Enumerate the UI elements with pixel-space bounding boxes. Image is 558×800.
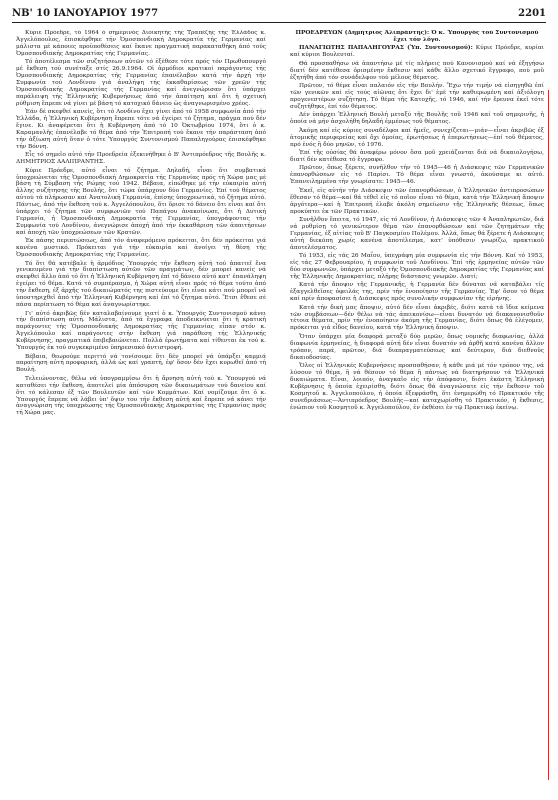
- paragraph: Κύριε Πρόεδρε, αὐτό εἶναι τό ζήτημα. Δηλαδή, εἶναι ὅτι συμβατικά ὑποχρεώνεται τής Ὁμοσπονδιακή Δημοκρατία τής Γερμανίας πρός τή Χώρα μας μέ βάση τή Σύμβαση τής Ρώμης τού 1942. Βέβαια, εἰπώθηκε μέ τήν εὐκαιρία αὐτή ἄλλης συζήτησης τής Βουλής, ὅτι τώρα ὑπάρχουν δύο Γερμανίες. Ἐπί τού θέματος αὐτού τά πλήρωσαν καί Ἀνατολική Γερμανία, ἐπίσης ὑποχρεωτικά, τό ζήτημα αὐτό. Πάντως, ἀπό τήν ἔκθεση τού κ. Ἀγγελόπουλου, ὅτι ὅρισε τό δάνειο ὅτι εἶναι καί ὅτι ὑπάρχει τό ζήτημα τῶν συμφωνιῶν τού Παπάγου ἀνακοίνωσε, ὅτι ἡ Δυτική Γερμανία, ἡ Ὁμοσπονδιακή Δημοκρατία τής Γερμανίας, ὑπογράφοντας τήν Συμφωνία τού Λονδίνου, ἀνεγνώρισε ἀποχή ἀπό τήν ἐκκαθάριση τῶν ἀπαιτήσεων καί ἀποχή τῶν ὑποχρεώσεων τῶν Κρατῶν.: [16, 167, 266, 236]
- paragraph: Πρῶτον, τό θέμα εἶναι παλαιόν εἰς τήν Βουλήν. Ἔχω τήν τιμήν νά εἰσηγηθῶ ἐπί τῶν γενικῶν καί εἰς τούς αἰῶνας ὅτι ἔχει δι' ἐμέ τήν καθιερωμένη καί ἀξιόλογη προγενεστέρων συζήτηση. Τό θέμα τῆς Κατοχῆς, τό 1946, καί τήν ἔρευνα ἐκεῖ τότε συζητήθηκε, ἐπί τόν θέματος.: [290, 83, 544, 110]
- paragraph: Βέβαια, θεωρούμε περιττό νά τονίσουμε ὅτι δέν μπορεί νά ὑπάρξει καμμιά παραίτηση αὐτή προφορική, ἀλλά ὡς καί γραπτή, ἐφ' ὅσον δέν ἔχει κυρωθεῖ ἀπό τή Βουλή.: [16, 353, 266, 374]
- paragraph: Κύριε Πρόεδρε, τό 1964 ό σημερινός Διοικητής τής Τραπέζης τής Ἑλλάδος κ. Ἀγγελόπουλος, ἐπισκέφθηκε τήν Ὁμοσπονδιακή Δημοκρατία τής Γερμανίας καί μάλιστα μέ κάποιες προϋποθέσεις καί ἔκανε πραγματική παρακαταθήκη άπό τούς Ὁμοσπονδιακής Δημοκρατίας τής Γερμανίας.: [16, 30, 266, 57]
- paragraph: Θά προσπαθήσω νά ἀπαντήσω μέ τίς πλήρεις πού Κανονισμού καί νά ἐξηγήσω διατί δέν κατέθεσα ὁρισμένην ἔκθεσιν καί κάθε ἄλλο σχετικό ἔγγραφο, πού μοῦ ἐζητήθη ἀπό τόν συνάδελφον τού μέλους θέματος.: [290, 60, 544, 81]
- paragraph: Ἀκόμη καί εἰς κύριες συναδέλφοι καί ἡμεῖς, συνεχίζεται—μιάν—εἶναι ἀκριβῶς ἐξ ἀτομικῆς περιφερείας καί ὄχι ὁμοίας, ἐρωτήσεως ἡ ἐπερωτήσεως—ἐπί τοῦ θέματος, πρό ἑνός ἢ δύο μηνῶν, τό 1976.: [290, 127, 544, 148]
- paragraph: Συνῆλθον ἔπειτα, τό 1947, εἰς τό Λονδίνον, ἡ Διάσκεψις τῶν 4 Ἀναπληρωτῶν, διά νά ρυθμίσῃ τό γενικώτερον θέμα τῶν ἐπανορθώσεων καί τῶν ζητημάτων τῆς Γερμανίας, ἐξ αἰτίας τοῦ Β' Παγκοσμίου Πολέμου. Ἀλλά, ὅπως θά ξέρετε ἡ Διάσκεψις αὐτή διεκόπη χωρίς κανένα ἀποτέλεσμα, κατ' ὑπόθεσιν γνωρίζω, πρακτικοῦ ἀποτελέσματος.: [290, 217, 544, 251]
- paragraph: Δέν ὑπάρχει Ἑλληνική Βουλή μεταξύ τῆς Βουλῆς τοῦ 1946 καί τοῦ σημερινῆς, ἡ ὁποία νά μήν ἀσχολήθη δηλαδή ἐμμέσως τοῦ θέματος.: [290, 112, 544, 126]
- page-header: [12, 6, 546, 22]
- paragraph: Ἐκ πάσης περιπτώσεως, ἀπό τόν ἀναφερόμενο πρόκειται, ὅτι δέν πρόκειται γιά κανένα μυστικό. Πρόκειται γιά τήν εὐκαιρία καί ἀνοίγει τή θέση τής Ὁμοσπονδιακής Δημοκρατίας τής Γερμανίας.: [16, 238, 266, 259]
- paragraph: Κατά τήν ἄποψιν τῆς Γερμανικῆς, ἡ Γερμανία δέν δύναται νά καταβάλει τίς ἐξαγγελθεῖσες ὀφειλάς της, πρίν τήν ἑνοποίησιν τῆς Γερμανίας. Ἐφ' ὅσον τό θέμα καί πρίν ἀποφασίσει ἡ Διάσκεψις πρός συνολικήν συμφωνίαν τῆς εἰρήνης.: [290, 282, 544, 303]
- issue-date: ΝΒ' 10 ΙΑΝΟΥΑΡΙΟΥ 1977: [12, 8, 159, 19]
- margin-line: [548, 90, 549, 780]
- paragraph: Κατά τήν δική μας ἄποψιν, αὐτό δέν εἶναι ἀκριβές, διότι κατά τά ἴδια κείμενα τῶν συμβάσεων—δέν θέλω νά τάς ἀπεικονίσω—εἶναι δυνατόν νά διακανονισθοῦν τέτοια θέματα, πρίν τήν ἑνοποίησιν ἀκόμη τῆς Γερμανίας, διότι ὅπως θά ἐλέγομεν, πρόκειται γιά εἶδος δανείου, κατά τήν Ἑλληνική ἄποψιν.: [290, 304, 544, 332]
- speaker-paragraph: [290, 45, 544, 59]
- paragraph: Εἶς τό σημεῖο αὐτό τήν Προεδρεία ἐξεκινήθηκε ὁ Β' Ἀντιπρόεδρος τῆς Βουλῆς κ. ΔΗΜΗΤΡΙΟΣ ΔΑΛΙΠΡΑΝΤΗΣ.: [16, 152, 266, 166]
- paragraph: Τό ὅτι θά κατέβαλε ἡ ἁρμόδιος Ὑπουργός τήν ἔκθεση αὐτή τού ἀπαιτεῖ ἕνα γενικευμένο γιά τήν διαπίστωση αὐτῶν τῶν πραγμάτων, δέν μπορεί κανείς νά σκεφθεί ἄλλο ἀπό τό ὅτι ἡ Ἑλληνική Κυβέρνηση ἐπί τό δάνειο αὐτό κατ' ἐπανάληψη ἐγείρει τό θέμα. Κατά τό συμπέρασμα, ἡ Χώρα αὐτή εἶναι πρός τό θέμα τούτο ἀπό τήν ἔκθεση, ἐξ ἀρχῆς τού δικαιώματός της πιστεύουμε ὅτι εἶναι κάτι πού μπορεῖ νά ὑποστηριχθεῖ ἀπό τήν Ἑλληνική Κυβέρνηση καί ἐπί τό ζήτημα αὐτό. Ἔτσι ἔθεσε σέ πάσα περίπτωση τό θέμα καί ἀναγνωρίστηκε.: [16, 260, 266, 308]
- right-column: [290, 30, 544, 790]
- chair-note: ΠΡΟΕΔΡΕΥΩΝ (Δημήτριος Ἀλιπράντης): Ὁ κ. Ὑπουργός τού Συντονισμού ἔχει τόν λόγο.: [295, 30, 539, 43]
- paragraph: Ὅταν ὑπάρχει μία διαφορά μεταξύ δύο μερῶν, ὅπως νομικῆς διαφωνίας, ἀλλά διαφωνία ἑρμηνείας, ἡ διαφορά αὐτή δέν εἶναι δυνατόν νά ἀρθῆ κατά κανένα ἄλλον τρόπον, παρά, πρῶτον, διά διαπραγματεύσεως καί δεύτερον, διά διεθνοῦς δικαιοδοσίας.: [290, 333, 544, 361]
- paragraph: Ἐκεῖ, εἰς αὐτήν τήν Διάσκεψιν τῶν ἐπανορθώσεων, ὁ Ἑλληνικῶν ἀντιπροσώπων ἔθεσαν τό θέμα—καί θά τέθεῖ εἰς τό ποῖον εἶναι τό θέμα, κατά τήν Ἑλληνική ἄποψιν ἀργότερα—καί ἡ Ἐπιτροπή ἐλαβε ἀκόλη σημείωσιν τῆς Ἑλληνικῆς θέσεως, ὅπως προκύπτει ἐκ τῶν Πρακτικῶν.: [290, 187, 544, 215]
- paragraph: Πρῶτον, ὅπως ξέρετε, συνῆλθον τήν τό 1945—46 ἡ Διάσκεψις τῶν Γερμανικῶν ἐπανορθώσεων εἰς τό Παρίσι. Τό θέμα εἶναι γνωστό, ἀκούσαμε κι αὐτό. Ἐπανειλημμένα τήν γνωρίσατε: 1945—46.: [290, 165, 544, 186]
- page-number: 2201: [518, 8, 546, 19]
- paragraph: Τό 1953, εἰς τάς 26 Μαΐου, ὑπεγράφη μία συμφωνία εἰς τήν Βόννη. Καί τό 1953, εἰς τάς 27 Φεβρουαρίου, ἡ συμφωνία τοῦ Λονδίνου. Ἐπί τῆς ἑρμηνείας αὐτῶν τῶν δύο συμφωνιῶν, ὑπάρχει μεταξύ τῆς Ὁμοσπονδιακῆς Δημοκρατίας τῆς Γερμανίας καί τῆς Ἑλληνικῆς Δημοκρατίας, πλήρης διάστασις γνωμῶν. Διατί;: [290, 253, 544, 280]
- paragraph: Τελειώνοντας, θέλω νά ὑπογραμμίσω ὅτι ἡ ἄρνηση αὐτή τού κ. Ὑπουργού νά καταθέσει τήν ἔκθεση, ἀποτελεί μία ἀπόσυρση τῶν δικαιωμάτων τού δανείου καί ὅτι τό κάλεσαν ἐξ τῶν Βουλευτῶν καί τῶν Κομμάτων. Καί νομίζουμε ὅτι ὁ κ. Ὑπουργός ἔπρεπε νά λάβει ὑπ' ὄψιν του τήν ἔκθεση αὐτή καί ἔπρεπε νά κάνει τήν ἀναγνώριση τής ὑποχρέωσης τής Ὁμοσπονδιακής Δημοκρατίας τής Γερμανίας πρός τή Χώρα μας.: [16, 375, 266, 417]
- paragraph: Τό ἀποτέλεσμα τῶν συζητήσεων αὐτῶν τό ἐξέθεσε τότε πρός τόν Πρωθυπουργό μέ ἔκθεση τού συνέταξε στίς 26.9.1964. Οἱ ἁρμόδιοι κρατικοί παράγοντες τής Ὁμοσπονδιακής Δημοκρατίας τής Γερμανίας ἐπανέλαβον κατά τήν ἀρχή τήν Συμφωνία τού Λονδίνου γιά ἀναλήψη τής ἐκκαθαρίσεως τῶν χρεῶν τής Ὁμοσπονδιακής Δημοκρατίας τής Γερμανίας καί ἀνεγνώρισαν ὅτι ὑπάρχει παράλειψη τής Ἑλληνικής Κυβερνήσεως ἀπό τήν ἀπαίτηση καί ὅτι ἡ σχετική ρύθμιση ἔπρεπε νά γίνει μέ βάση τό κατοχικό δάνειο ὡς ἀναγνωρισμένο χρέος.: [16, 59, 266, 107]
- paragraph: Ὅλες οἱ Ἑλληνικές Κυβερνήσεις προσπαθήσαν, ἡ κάθε μιά μέ τόν τρόπον της, νά λύσουν τό θέμα, ἢ νά θέσουν τό θέμα ἢ πάντως νά διατηρήσουν τά Ἑλληνικά δικαιώματα. Εἶναι, λοιπόν, ἀναγκαῖο εἰς τήν ἀπόφασιν, διότι ἐκάστη Ἑλληνική Κυβέρνησις ἡ ὁποία ἐχειρίσθη, διότι ὅπως θά ἀναγνώσατε εἰς τήν ἔκθεσιν τοῦ Κοσμητοῦ κ. Ἀγγελοπούλου, ἡ ὁποία ἐξεφράσθη, ὅτι ἐνημερώθη τό Πρακτικόν τῆς συνεδριάσεως—Ἀντιπρόεδρος Βουλῆς—καί καταχωρίσθη τό Πρακτικόν, ἡ ἔκθεσις, ἐνώπιον τοῦ Κοσμητοῦ κ. Ἀγγελοπούλου, ἐν ἐκθέσει ἐν τῷ Πρακτικῷ ἐκείνῳ.: [290, 363, 544, 411]
- left-column: [16, 30, 266, 790]
- paragraph: Γι' αὐτό ἀκριβῶς δέν καταλαβαίνουμε γιατί ὁ κ. Ὑπουργός Συντονισμού κάνει τήν διαπίστωση αὐτή. Μάλιστα, ἀπό τά ἔγγραφα ἀποδεικνύεται ὅτι ἡ κρατική παράγοντες τής Ὁμοσπονδιακής Δημοκρατίας τής Γερμανίας εἶπαν στόν κ. Ἀγγελόπουλο καί παράγοντες στήν ἔκθεση γιά παράθεση τής Ἑλληνικής Κυβέρνησης, πραγματικά ἐπιβεβαιώνεται. Πολλά ἐρωτήματα καί τίθενται ἐκ τού κ. Ὑπουργός ἐκ τού συγκεκριμένο ὑπηρεσιακό ἀντιστροφή.: [16, 310, 266, 352]
- speaker-name: ΠΑΝΑΓΙΩΤΗΣ ΠΑΠΑΛΗΓΟΥΡΑΣ (Ὑπ. Συντονισμού):: [299, 45, 473, 52]
- speaker-text: Κύριε Πρόεδρε, κυρίαι καί κύριοι Βουλευταί.: [290, 45, 544, 59]
- paragraph: Ἐπί τῆς οὐσίας θά ἀναφέρω μόνον ὅσα μοῦ χρειάζονται διά νά δικαιολογήσω, διατί δέν κατέθεσα τό ἔγγραφο.: [290, 150, 544, 163]
- header-rule: [12, 22, 546, 23]
- paragraph: Ἐάν δέ σκεφθεί κανείς, ὅτι τό Λονδίνο ἔχει γίνει ἀπό τό 1958 συμφωνία ἀπό τήν Ἑλλάδα, ἡ Ἑλληνική Κυβέρνηση ἔπρεπε τότε νά ἐγείρει τό ζήτημα, πράγμα πού δέν ἔγινε. Κι ἀναφέρεται ὅτι ἡ Κυβέρνηση ἀπό τό 10 Ὀκτωβρίου 1974, ὅτι ὁ κ. Καραμανλῆς ἐπανέλαβε τό θέμα ἀπό τήν Ἐπιτροπή τού ἔκανε τήν παράσταση ἀπό τήν ἀξίωση αὐτή ὅταν ὁ τότε Ὑπουργός Συντονισμού Παπαληγούρας ἐπισκέφθηκε τήν Βόννη.: [16, 109, 266, 150]
